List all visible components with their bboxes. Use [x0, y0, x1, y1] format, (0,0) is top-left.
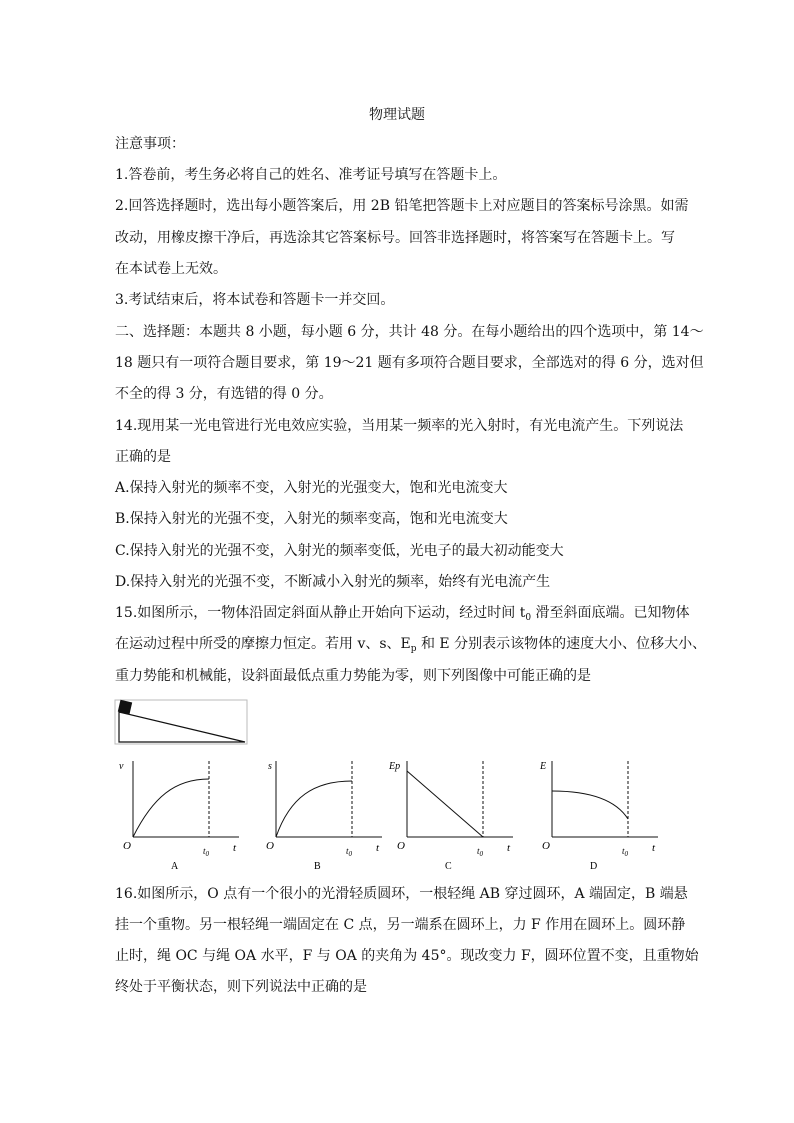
graph-a-letter: A	[171, 861, 179, 872]
graph-d-origin: O	[542, 840, 550, 852]
q14-option-a: A.保持入射光的频率不变，入射光的光强变大，饱和光电流变大	[115, 480, 508, 496]
graph-b-curve	[276, 781, 352, 837]
q16-stem-line-2: 挂一个重物。另一根轻绳一端固定在 C 点，另一端系在圆环上，力 F 作用在圆环上。圆环静	[115, 917, 686, 933]
graph-b-t-label: t	[376, 842, 380, 854]
graph-c	[389, 757, 519, 875]
graph-c-t0-label: $t_0$	[477, 846, 484, 858]
graph-d	[534, 757, 664, 875]
notice-item-2-line-3: 在本试卷上无效。	[115, 261, 227, 277]
q16-stem-line-3: 止时，绳 OC 与绳 OA 水平，F 与 OA 的夹角为 45°。现改变力 F，圆环位置不变，且重物始	[115, 948, 699, 964]
section-intro-line-3: 不全的得 3 分，有选错的得 0 分。	[115, 386, 333, 402]
graph-a	[115, 757, 245, 875]
graph-d-t-label: t	[652, 842, 656, 854]
graph-c-letter: C	[445, 861, 452, 872]
graph-d-t0-label: $t_0$	[622, 846, 629, 858]
graph-c-ylabel: Ep	[389, 761, 401, 772]
page-title: 物理试题	[369, 107, 425, 123]
q14-option-c: C.保持入射光的光强不变，入射光的频率变低，光电子的最大初动能变大	[115, 543, 564, 559]
graph-a-origin: O	[123, 840, 131, 852]
q14-option-b: B.保持入射光的光强不变，入射光的频率变高，饱和光电流变大	[115, 511, 508, 527]
q15-stem-line-2: 在运动过程中所受的摩擦力恒定。若用 v、s、$E_p$ 和 E 分别表示该物体的速度大小、位移大小、	[115, 636, 707, 654]
q15-stem-line-1: 15.如图所示，一物体沿固定斜面从静止开始向下运动，经过时间 $t_0$ 滑至斜面底端。已知物体	[115, 605, 690, 623]
graph-b-letter: B	[314, 861, 321, 872]
graph-c-origin: O	[397, 840, 405, 852]
graph-c-line	[407, 771, 483, 837]
section-intro-line-1: 二、选择题：本题共 8 小题，每小题 6 分，共计 48 分。在每小题给出的四个选项中，第 14～	[115, 324, 704, 340]
section-intro-line-2: 18 题只有一项符合题目要求，第 19～21 题有多项符合题目要求，全部选对的得 6 分，选对但	[115, 355, 704, 371]
notice-item-3: 3.考试结束后，将本试卷和答题卡一并交回。	[115, 292, 395, 308]
q14-stem-line-1: 14.现用某一光电管进行光电效应实验，当用某一频率的光入射时，有光电流产生。下列说法	[115, 418, 684, 434]
graph-d-letter: D	[590, 861, 598, 872]
graph-c-t-label: t	[507, 842, 511, 854]
notice-item-2-line-2: 改动，用橡皮擦干净后，再选涂其它答案标号。回答非选择题时，将答案写在答题卡上。写	[115, 230, 675, 246]
q16-stem-line-1: 16.如图所示，O 点有一个很小的光滑轻质圆环，一根轻绳 AB 穿过圆环，A 端固定，B 端悬	[115, 886, 688, 902]
q14-option-d: D.保持入射光的光强不变，不断减小入射光的频率，始终有光电流产生	[115, 574, 551, 590]
graph-d-curve	[552, 791, 628, 819]
incline-triangle	[119, 712, 245, 742]
notice-item-2-line-1: 2.回答选择题时，选出每小题答案后，用 2B 铅笔把答题卡上对应题目的答案标号涂黑。如需	[115, 198, 689, 214]
graph-b-origin: O	[266, 840, 274, 852]
notice-heading: 注意事项：	[115, 136, 185, 152]
graph-d-ylabel: E	[540, 761, 547, 772]
graph-b-ylabel: s	[268, 761, 272, 772]
incline-figure	[113, 698, 253, 746]
graph-a-curve	[133, 779, 209, 837]
q14-stem-line-2: 正确的是	[115, 449, 171, 465]
graph-a-ylabel: v	[119, 761, 124, 772]
graph-a-t0-label: $t_0$	[203, 846, 210, 858]
graph-b	[258, 757, 388, 875]
notice-item-1: 1.答卷前，考生务必将自己的姓名、准考证号填写在答题卡上。	[115, 167, 507, 183]
q16-stem-line-4: 终处于平衡状态，则下列说法中正确的是	[115, 979, 367, 995]
graph-b-t0-label: $t_0$	[346, 846, 353, 858]
graph-a-t-label: t	[233, 842, 237, 854]
q15-stem-line-3: 重力势能和机械能，设斜面最低点重力势能为零，则下列图像中可能正确的是	[115, 668, 591, 684]
